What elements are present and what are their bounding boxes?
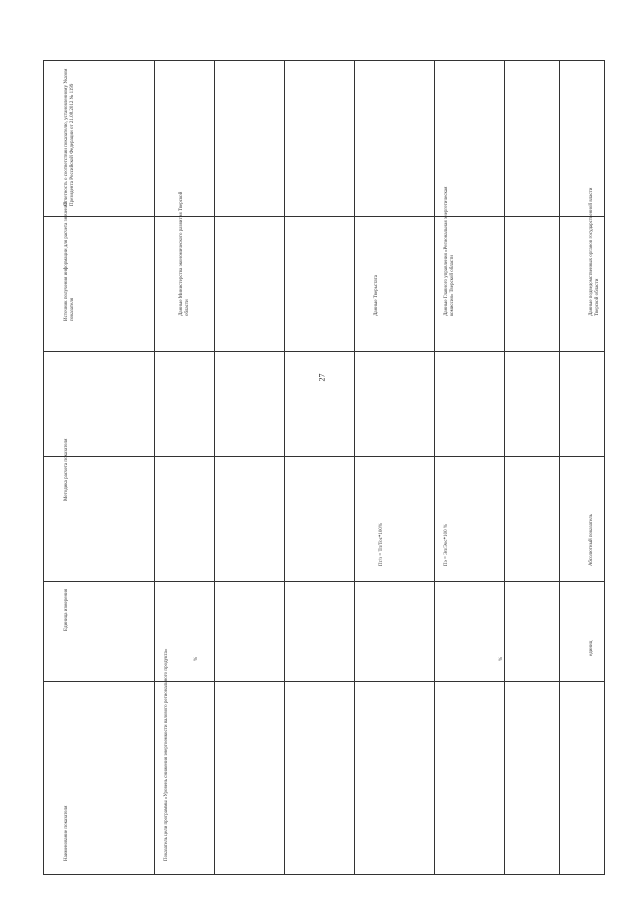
- header-method: Методика расчета показателя: [64, 438, 69, 501]
- row1-unit: %: [194, 656, 199, 661]
- header-unit: Единица измерения: [64, 588, 69, 631]
- page-number: 27: [317, 373, 327, 382]
- row4-source: Данные Тверьстата: [374, 275, 379, 316]
- row7-unit: единиц: [589, 640, 594, 656]
- row5-source: Данные Главного управления «Региональная энергетическая комиссия» Тверской области: [444, 186, 455, 316]
- indicator-table: [43, 60, 605, 875]
- header-name: Наименование показателя: [64, 805, 69, 861]
- row7-method: Абсолютный показатель: [589, 514, 594, 566]
- row1-name: Показатель цели программы «Уровень снижения энергоемкости валового регионального продукта»: [164, 648, 169, 861]
- row5-unit: %: [499, 656, 504, 661]
- row1-source: Данные Министерства экономического развития Тверской области: [179, 191, 190, 316]
- row5-method: Пэ = Эп/Эос*100 %: [444, 523, 449, 566]
- header-report: Отчетность о соответствии показателю, установленному Указом Президента Российской Федерации от 21.08.2012 № 1199: [64, 68, 75, 206]
- header-source: Источник получения информации для расчета значений показателя: [64, 201, 75, 321]
- row4-method: Пт/з = Тп/Тос*100%: [379, 522, 384, 566]
- row7-source: Данные подведомственных органов государственной власти Тверской области: [589, 187, 600, 316]
